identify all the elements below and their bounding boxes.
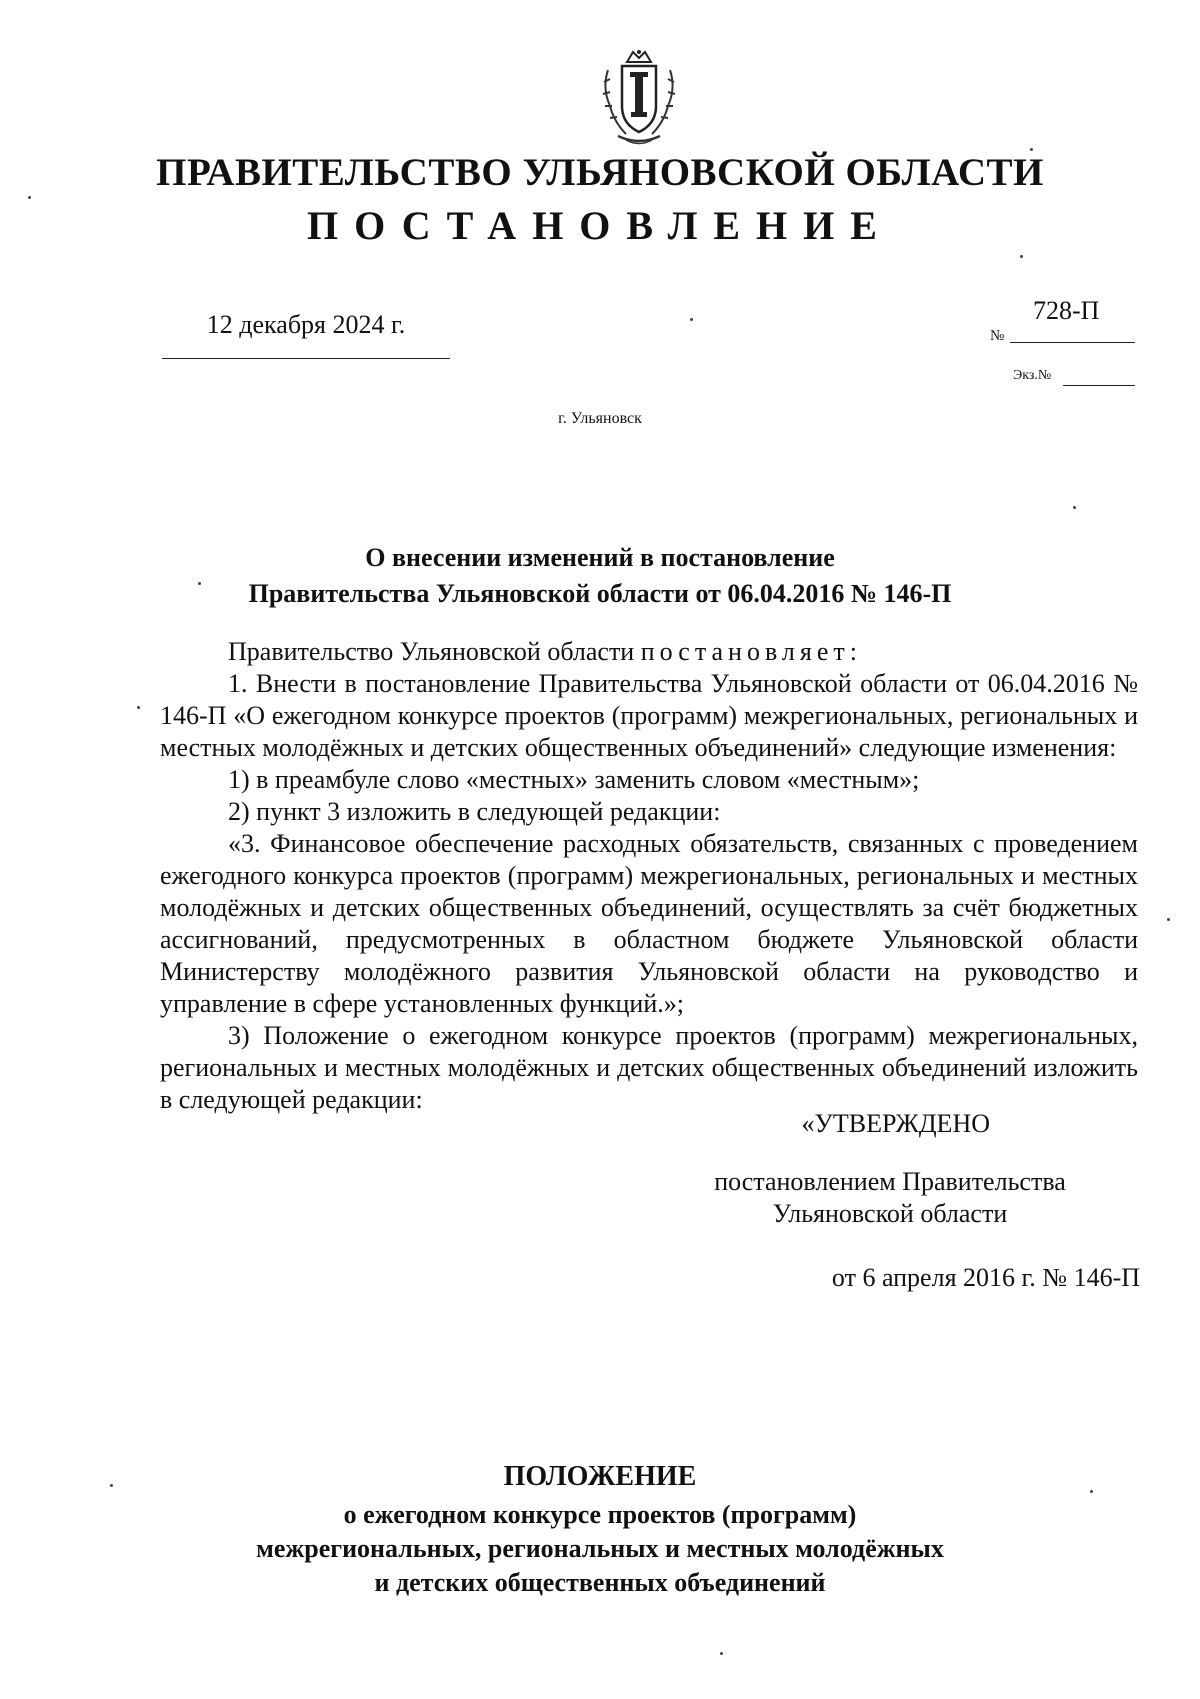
number-sign: № xyxy=(990,328,1005,344)
document-subject xyxy=(0,540,1200,612)
coat-of-arms-emblem xyxy=(600,48,678,148)
subject-line-1: О внесении изменений в постановление xyxy=(365,543,835,572)
regulation-line-1: о ежегодном конкурсе проектов (программ) xyxy=(343,1500,857,1529)
document-body xyxy=(160,636,1138,1116)
scan-speck xyxy=(1020,255,1023,258)
regulation-line-2: межрегиональных, региональных и местных молодёжных xyxy=(256,1534,944,1563)
copy-number-label: Экз.№ xyxy=(1013,368,1052,383)
paragraph-subitem-2: 2) пункт 3 изложить в следующей редакции: xyxy=(228,797,721,826)
regulation-title: ПОЛОЖЕНИЕ xyxy=(503,1461,697,1492)
scan-speck xyxy=(110,1484,113,1487)
intro-paragraph xyxy=(160,636,1138,668)
paragraph-quote-3: «3. Финансовое обеспечение расходных обязательств, связанных с проведением ежегодного конкурса проектов (программ) межрегиональных, региональных и местных молодёжных и детских общественных объединений, осуществлять за счёт бюджетных ассигнований, предусмотренных в областном бюджете Ульяновской области Министерству молодёжного развития Ульяновской области на руководство и управление в сфере установленных функций.»; xyxy=(160,829,1138,1018)
approved-line-3: от 6 апреля 2016 г. № 146-П xyxy=(831,1263,1140,1292)
paragraph-item-1: 1. Внести в постановление Правительства Ульяновской области от 06.04.2016 № 146-П «О ежегодном конкурсе проектов (программ) межрегиональных, региональных и местных молодёжных и детских общественных объединений» следующие изменения: xyxy=(160,669,1138,762)
number-underline xyxy=(1010,342,1135,343)
paragraph-subitem-1: 1) в преамбуле слово «местных» заменить словом «местным»; xyxy=(228,765,920,794)
city-name: г. Ульяновск xyxy=(558,410,642,427)
paragraph-subitem-3: 3) Положение о ежегодном конкурсе проектов (программ) межрегиональных, региональных и местных молодёжных и детских общественных объединений изложить в следующей редакции: xyxy=(160,1021,1138,1114)
scan-speck xyxy=(1073,506,1076,509)
scan-speck xyxy=(690,318,693,321)
scan-speck xyxy=(1167,918,1170,921)
intro-suffix: : xyxy=(849,637,857,666)
document-number-block xyxy=(990,296,1135,344)
intro-prefix: Правительство Ульяновской области xyxy=(228,637,641,666)
scan-speck xyxy=(1030,148,1033,151)
copy-number-block xyxy=(1013,368,1135,390)
document-date-block xyxy=(162,310,450,359)
scan-speck xyxy=(28,196,31,199)
regulation-heading xyxy=(0,1460,1200,1600)
document-number: 728-П xyxy=(1033,296,1100,325)
document-date: 12 декабря 2024 г. xyxy=(206,310,406,339)
intro-verb: постановляет xyxy=(640,637,850,666)
scan-speck xyxy=(137,706,140,709)
date-underline xyxy=(162,358,450,359)
scan-speck xyxy=(198,582,201,585)
approved-line-1: постановлением Правительства xyxy=(714,1167,1066,1196)
regulation-line-3: и детских общественных объединений xyxy=(374,1568,826,1597)
copy-number-underline xyxy=(1063,385,1135,386)
subject-line-2: Правительства Ульяновской области от 06.04.2016 № 146-П xyxy=(248,579,952,608)
approved-line-2: Ульяновской области xyxy=(772,1199,1008,1228)
scan-speck xyxy=(1090,1490,1093,1493)
government-title: ПРАВИТЕЛЬСТВО УЛЬЯНОВСКОЙ ОБЛАСТИ xyxy=(156,151,1044,194)
approved-stamp-title: «УТВЕРЖДЕНО xyxy=(801,1109,990,1138)
document-type-title: ПОСТАНОВЛЕНИЕ xyxy=(307,203,893,248)
scan-speck xyxy=(720,1652,723,1655)
